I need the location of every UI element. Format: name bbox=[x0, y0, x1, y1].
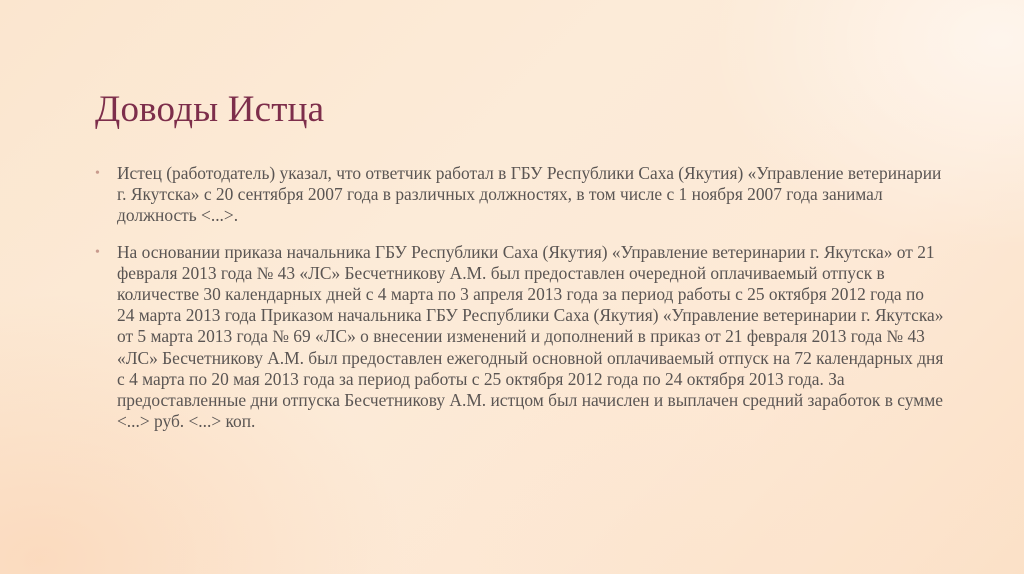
bullet-dot-icon: • bbox=[95, 244, 100, 260]
bullet-item bbox=[95, 242, 945, 433]
bullet-item bbox=[95, 163, 945, 227]
bullet-dot-icon: • bbox=[95, 166, 100, 181]
bullet-list bbox=[95, 163, 945, 447]
slide-title: Доводы Истца bbox=[95, 89, 325, 130]
bullet-text: На основании приказа начальника ГБУ Республики Саха (Якутия) «Управление ветеринарии г. Якутска» от 21 февраля 2013 года № 43 «ЛС» Бесчетникову А.М. был предоставлен очередной оплачиваемый отпуск в количестве 30 календарных дней с 4 марта по 3 апреля 2013 года за период работы с 25 октября 2012 года по 24 марта 2013 года Приказом начальника ГБУ Республики Саха (Якутия) «Управление ветеринарии г. Якутска» от 5 марта 2013 года № 69 «ЛС» о внесении изменений и дополнений в приказ от 21 февраля 2013 года № 43 «ЛС» Бесчетникову А.М. был предоставлен ежегодный основной оплачиваемый отпуск на 72 календарных дня с 4 марта по 20 мая 2013 года за период работы с 25 октября 2012 года по 24 октября 2013 года. За предоставленные дни отпуска Бесчетникову А.М. истцом был начислен и выплачен средний заработок в сумме <...> руб. <...> коп. bbox=[117, 241, 944, 432]
bullet-text: Истец (работодатель) указал, что ответчик работал в ГБУ Республики Саха (Якутия) «Управление ветеринарии г. Якутска» с 20 сентября 2007 года в различных должностях, в том числе с 1 ноября 2007 года занимал должность <...>. bbox=[117, 163, 942, 226]
